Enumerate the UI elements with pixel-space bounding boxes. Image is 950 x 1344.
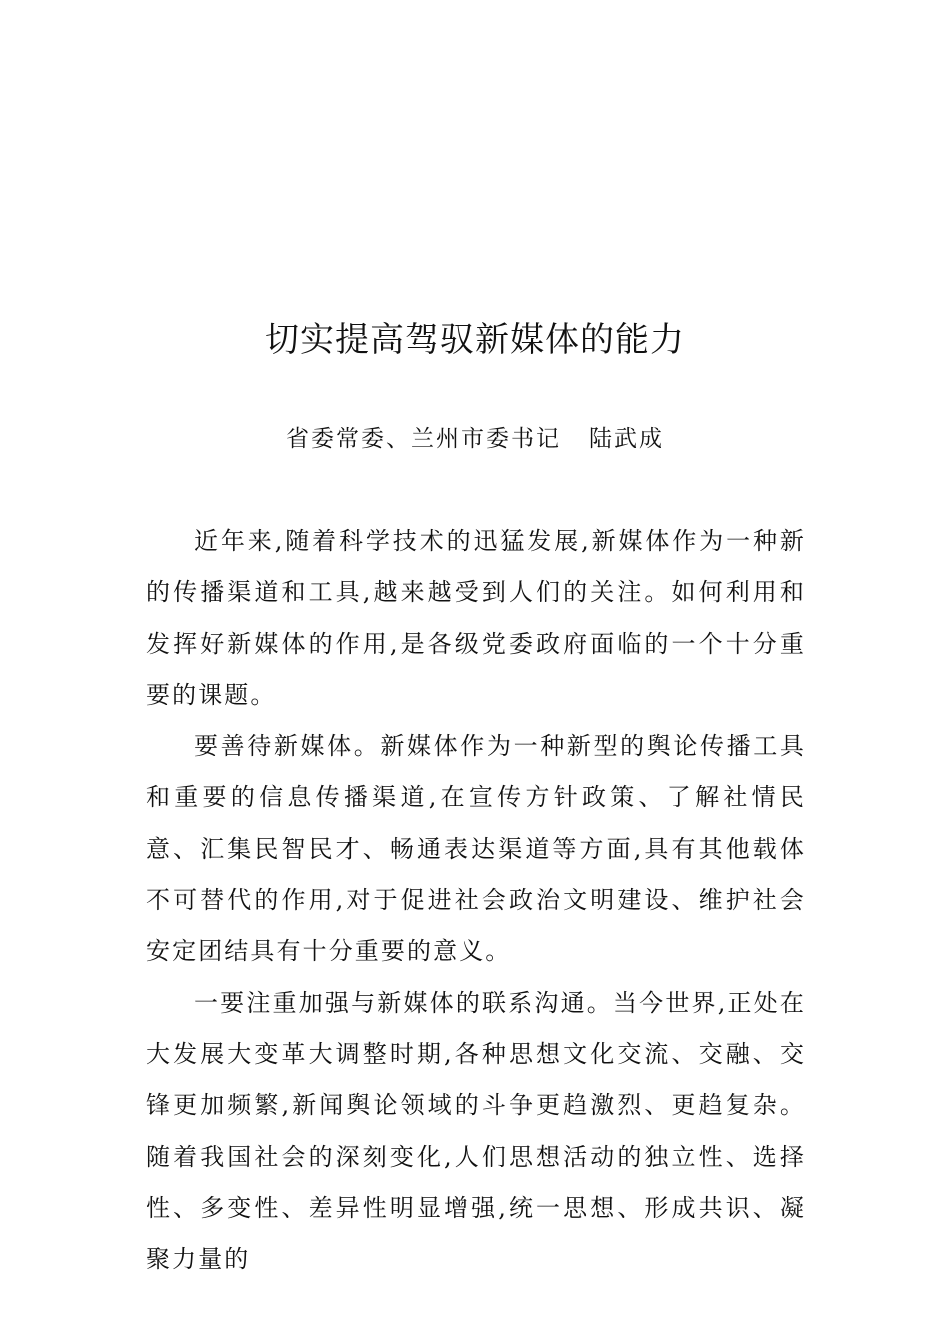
paragraph: 近年来,随着科学技术的迅猛发展,新媒体作为一种新的传播渠道和工具,越来越受到人们的关注。如何利用和发挥好新媒体的作用,是各级党委政府面临的一个十分重要的课题。 xyxy=(146,527,806,709)
author-role: 省委常委、兰州市委书记 xyxy=(286,426,561,452)
author-name: 陆武成 xyxy=(589,426,664,452)
paragraph: 要善待新媒体。新媒体作为一种新型的舆论传播工具和重要的信息传播渠道,在宣传方针政策、了解社情民意、汇集民智民才、畅通表达渠道等方面,具有其他载体不可替代的作用,对于促进社会政治文明建设、维护社会安定团结具有十分重要的意义。 xyxy=(146,732,806,966)
author-line xyxy=(0,423,950,455)
paragraph: 一要注重加强与新媒体的联系沟通。当今世界,正处在大发展大变革大调整时期,各种思想文化交流、交融、交锋更加频繁,新闻舆论领域的斗争更趋激烈、更趋复杂。随着我国社会的深刻变化,人们思想活动的独立性、选择性、多变性、差异性明显增强,统一思想、形成共识、凝聚力量的 xyxy=(146,988,806,1274)
document-body xyxy=(146,516,806,1285)
document-title: 切实提高驾驭新媒体的能力 xyxy=(265,320,685,360)
